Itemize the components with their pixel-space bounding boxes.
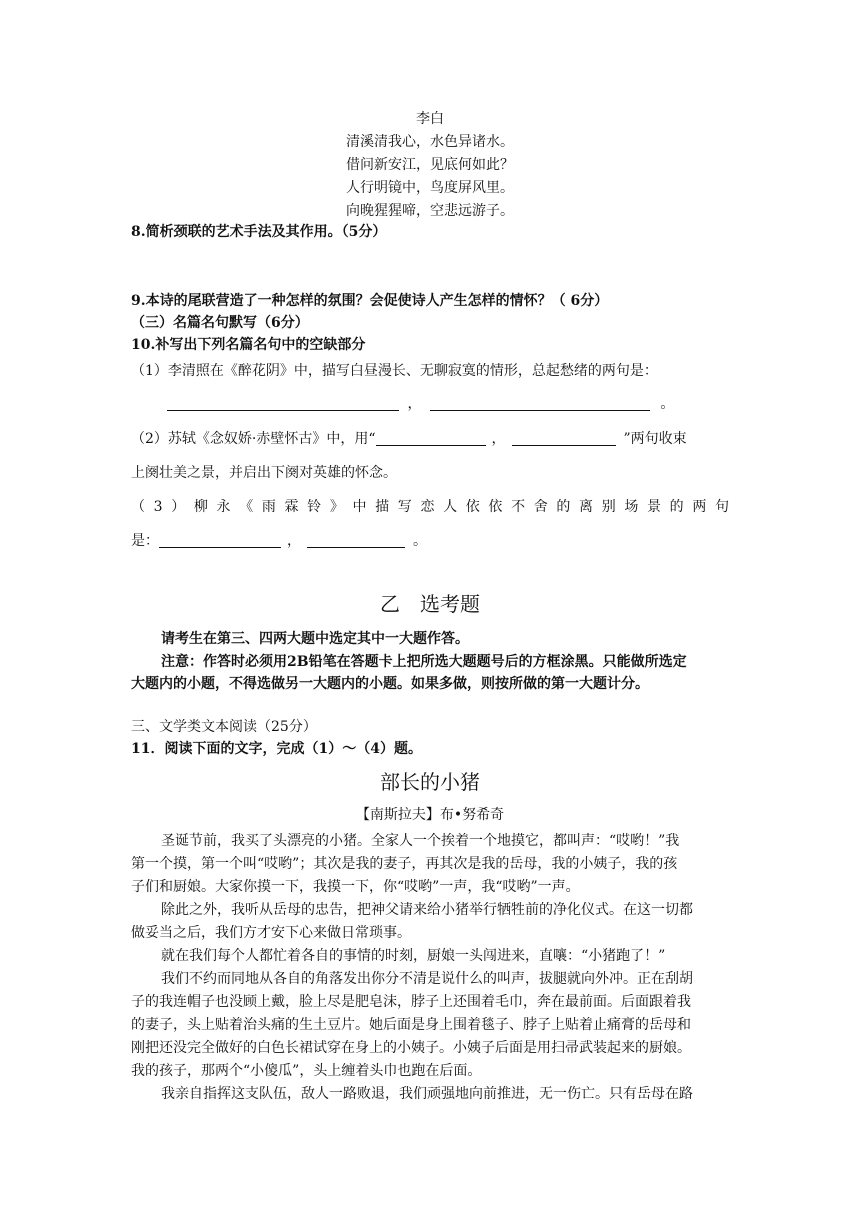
story-author: 【南斯拉夫】布•努希奇 [355, 807, 505, 823]
section-header-famous-lines: （三）名篇名句默写（6分） [131, 315, 309, 331]
story-paragraph-line: 做妥当之后，我们方才安下心来做日常琐事。 [131, 925, 411, 941]
story-paragraph-line: 我们不约而同地从各自的角落发出你分不清是说什么的叫声，拔腿就向外冲。正在刮胡 [161, 971, 693, 987]
story-paragraph-line: 圣诞节前，我买了头漂亮的小猪。全家人一个挨着一个地摸它，都叫声：“哎哟！”我 [161, 833, 680, 849]
question-9: 9.本诗的尾联营造了一种怎样的氛围？会促使诗人产生怎样的情怀？（ 6分） [131, 293, 609, 309]
section-header-literary: 三、文学类文本阅读（25分） [131, 719, 317, 735]
question-10-2-text-end: ”两句收束 [623, 431, 687, 447]
comma: ， [407, 396, 422, 412]
comma: ， [287, 533, 301, 549]
poem-line: 人行明镜中，鸟度屏风里。 [346, 180, 514, 196]
question-11: 11．阅读下面的文字，完成（1）～（4）题。 [131, 741, 422, 757]
poem-line: 借问新安江，见底何如此？ [346, 157, 514, 173]
question-10-3-prefix: 是： [131, 533, 159, 549]
period: 。 [660, 396, 675, 412]
section-note-cont: 大题内的小题，不得选做另一大题内的小题。如果多做，则按所做的第一大题计分。 [131, 676, 649, 692]
story-paragraph-line: 刚把还没完全做好的白色长裙试穿在身上的小姨子。小姨子后面是用扫帚武装起来的厨娘。 [131, 1040, 691, 1056]
story-paragraph-line: 的妻子，头上贴着治头痛的生土豆片。她后面是身上围着毯子、脖子上贴着止痛膏的岳母和 [131, 1017, 691, 1033]
question-10-3-answer-line [131, 530, 427, 550]
section-title-elective: 乙 选考题 [380, 592, 480, 616]
question-8: 8.简析颈联的艺术手法及其作用。（5分） [131, 224, 387, 240]
section-instruction: 请考生在第三、四两大题中选定其中一大题作答。 [161, 631, 469, 647]
section-note: 注意：作答时必须用2B铅笔在答题卡上把所选大题题号后的方框涂黑。只能做所选定 [161, 654, 687, 670]
question-10-1-answer-line [167, 393, 674, 413]
poem-line: 清溪清我心，水色异诸水。 [346, 134, 514, 150]
answer-blank[interactable] [376, 430, 486, 446]
answer-blank[interactable] [307, 532, 405, 548]
story-title: 部长的小猪 [380, 770, 480, 794]
question-10-3: （3）柳永《雨霖铃》中描写恋人依依不舍的离别场景的两句 [131, 499, 729, 515]
question-10-2-text: （2）苏轼《念奴娇·赤壁怀古》中，用“ [131, 431, 376, 447]
question-10-2-line2: 上阕壮美之景，并启出下阕对英雄的怀念。 [131, 465, 397, 481]
poem-line: 向晚猩猩啼，空悲远游子。 [346, 203, 514, 219]
period: 。 [413, 533, 427, 549]
story-paragraph-line: 我亲自指挥这支队伍，敌人一路败退，我们顽强地向前推进，无一伤亡。只有岳母在路 [161, 1086, 693, 1102]
story-paragraph-line: 就在我们每个人都忙着各自的事情的时刻，厨娘一头闯进来，直嚷：“小猪跑了！” [161, 948, 666, 964]
question-10-2 [131, 428, 687, 448]
comma: ， [491, 431, 506, 447]
story-paragraph-line: 子的我连帽子也没顾上戴，脸上尽是肥皂沫，脖子上还围着毛巾，奔在最前面。后面跟着我 [131, 994, 691, 1010]
story-paragraph-line: 我的孩子，那两个“小傻瓜”，头上缠着头巾也跑在后面。 [131, 1063, 482, 1079]
answer-blank[interactable] [512, 430, 616, 446]
story-paragraph-line: 除此之外，我听从岳母的忠告，把神父请来给小猪举行牺牲前的净化仪式。在这一切都 [161, 902, 693, 918]
question-10-1: （1）李清照在《醉花阴》中，描写白昼漫长、无聊寂寞的情形，总起愁绪的两句是： [131, 363, 658, 379]
answer-blank[interactable] [167, 395, 399, 411]
question-10: 10.补写出下列名篇名句中的空缺部分 [131, 337, 366, 353]
poem-author: 李白 [416, 111, 444, 127]
story-paragraph-line: 子们和厨娘。大家你摸一下，我摸一下，你“哎哟”一声，我“哎哟”一声。 [131, 879, 580, 895]
story-paragraph-line: 第一个摸，第一个叫“哎哟”；其次是我的妻子，再其次是我的岳母，我的小姨子，我的孩 [131, 856, 678, 872]
answer-blank[interactable] [430, 395, 650, 411]
answer-blank[interactable] [159, 532, 281, 548]
